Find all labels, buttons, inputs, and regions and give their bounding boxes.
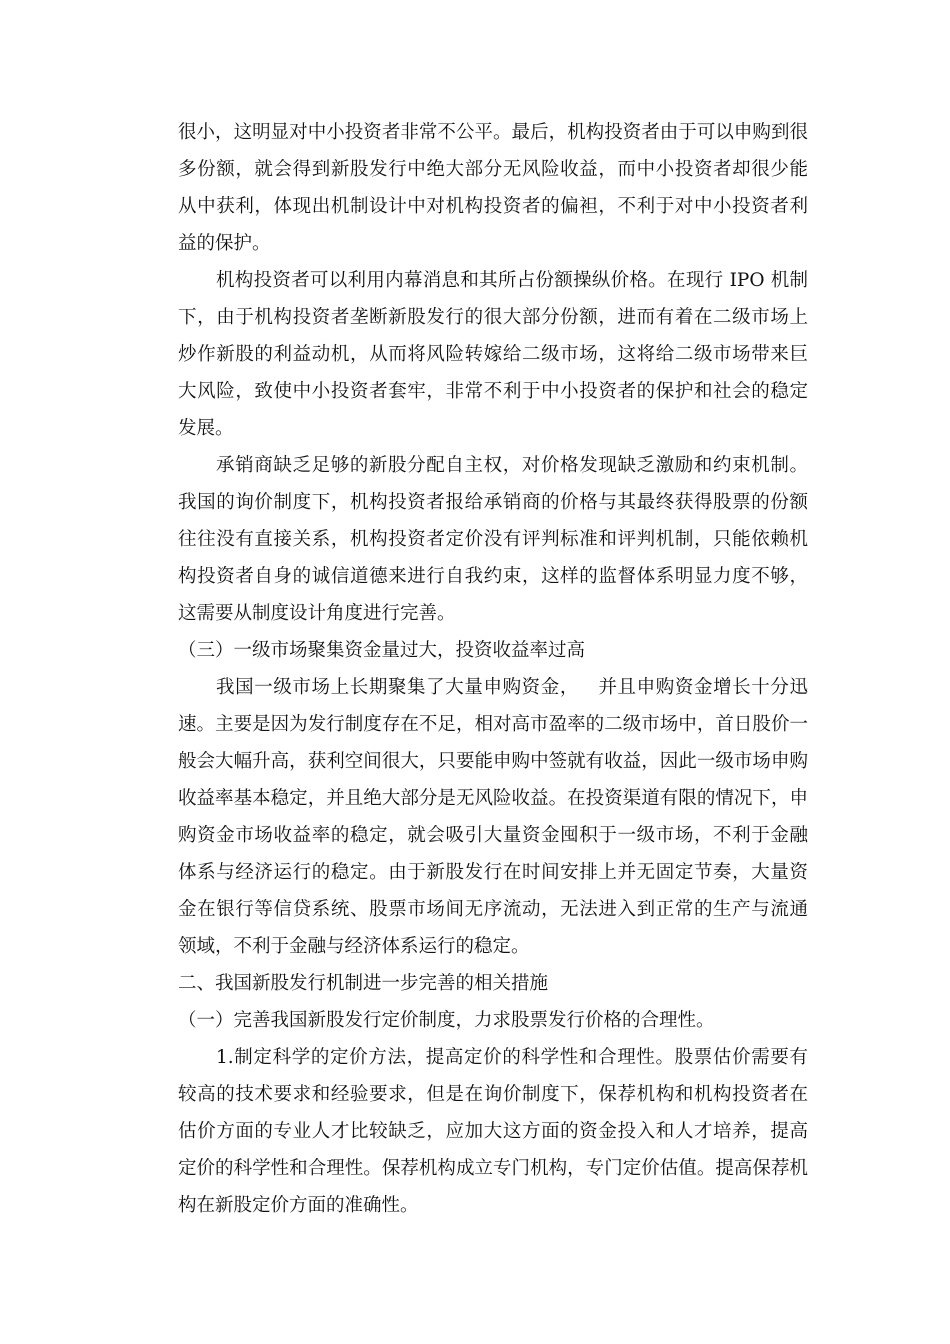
- text-line: 大风险，致使中小投资者套牢，非常不利于中小投资者的保护和社会的稳定: [178, 381, 808, 402]
- text-line: 领域，不利于金融与经济体系运行的稳定。: [178, 936, 530, 957]
- text-line: 这需要从制度设计角度进行完善。: [178, 603, 456, 624]
- text-line: 较高的技术要求和经验要求，但是在询价制度下，保荐机构和机构投资者在: [178, 1084, 808, 1105]
- text-line: 估价方面的专业人才比较缺乏，应加大这方面的资金投入和人才培养，提高: [178, 1121, 808, 1142]
- subsection-heading: （一）完善我国新股发行定价制度，力求股票发行价格的合理性。: [178, 1010, 715, 1031]
- text-line: 我国的询价制度下，机构投资者报给承销商的价格与其最终获得股票的份额: [178, 492, 808, 513]
- text-line: 多份额，就会得到新股发行中绝大部分无风险收益，而中小投资者却很少能: [178, 159, 808, 180]
- text-line: 般会大幅升高，获利空间很大，只要能申购中签就有收益，因此一级市场申购: [178, 751, 808, 772]
- text-line: 购资金市场收益率的稳定，就会吸引大量资金囤积于一级市场，不利于金融: [178, 825, 808, 846]
- paragraph-first-line: 机构投资者可以利用内幕消息和其所占份额操纵价格。在现行 IPO 机制: [216, 270, 808, 291]
- text-line: 往往没有直接关系，机构投资者定价没有评判标准和评判机制，只能依赖机: [178, 529, 808, 550]
- text-line: 金在银行等信贷系统、股票市场间无序流动，无法进入到正常的生产与流通: [178, 899, 808, 920]
- text-line: 速。主要是因为发行制度存在不足，相对高市盈率的二级市场中，首日股价一: [178, 714, 808, 735]
- text-line: 发展。: [178, 418, 234, 439]
- text-line: 构在新股定价方面的准确性。: [178, 1195, 419, 1216]
- text-line: 构投资者自身的诚信道德来进行自我约束，这样的监督体系明显力度不够，: [178, 566, 808, 587]
- paragraph-first-line: 1.制定科学的定价方法，提高定价的科学性和合理性。股票估价需要有: [216, 1047, 808, 1068]
- text-line: 益的保护。: [178, 233, 271, 254]
- section-heading: 二、我国新股发行机制进一步完善的相关措施: [178, 973, 549, 994]
- text-line: 从中获利，体现出机制设计中对机构投资者的偏袒，不利于对中小投资者利: [178, 196, 808, 217]
- text-line: 下，由于机构投资者垄断新股发行的很大部分份额，进而有着在二级市场上: [178, 307, 808, 328]
- paragraph-first-line: 我国一级市场上长期聚集了大量申购资金， 并且申购资金增长十分迅: [216, 677, 808, 698]
- text-line: 收益率基本稳定，并且绝大部分是无风险收益。在投资渠道有限的情况下，申: [178, 788, 808, 809]
- text-line: 体系与经济运行的稳定。由于新股发行在时间安排上并无固定节奏，大量资: [178, 862, 808, 883]
- section-heading: （三）一级市场聚集资金量过大，投资收益率过高: [178, 640, 586, 661]
- text-line: 定价的科学性和合理性。保荐机构成立专门机构，专门定价估值。提高保荐机: [178, 1158, 808, 1179]
- text-line: 很小，这明显对中小投资者非常不公平。最后，机构投资者由于可以申购到很: [178, 122, 808, 143]
- paragraph-first-line: 承销商缺乏足够的新股分配自主权，对价格发现缺乏激励和约束机制。: [216, 455, 808, 476]
- text-line: 炒作新股的利益动机，从而将风险转嫁给二级市场，这将给二级市场带来巨: [178, 344, 808, 365]
